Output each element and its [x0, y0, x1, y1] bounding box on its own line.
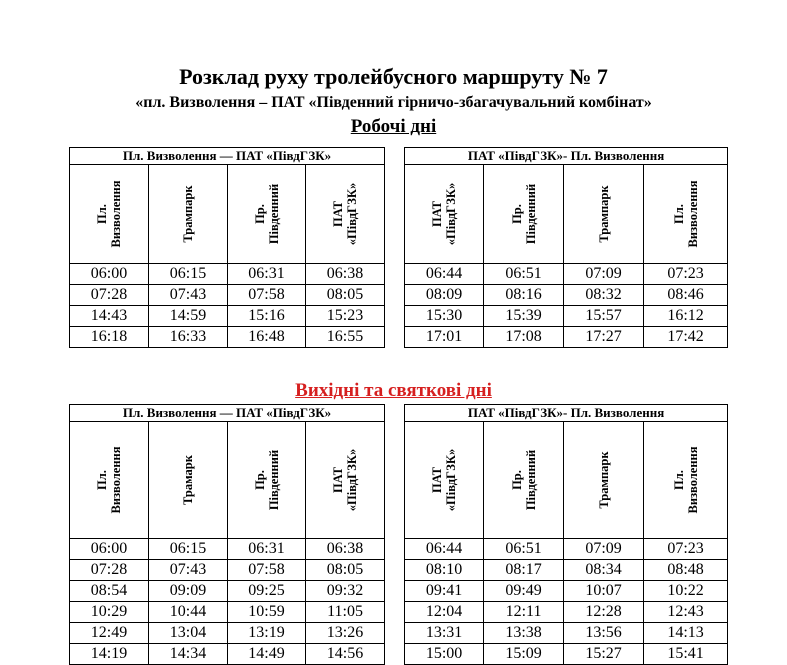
stop-header — [484, 165, 564, 264]
stop-header — [484, 422, 564, 539]
departure-time: 07:58 — [228, 285, 306, 306]
stop-name: Трампарк — [596, 185, 611, 243]
departure-time: 15:09 — [484, 644, 564, 665]
departure-time: 15:23 — [306, 306, 385, 327]
direction-header: Пл. Визволення — ПАТ «ПівдГЗК» — [70, 405, 385, 422]
departure-time: 15:57 — [564, 306, 644, 327]
departure-time: 12:43 — [644, 602, 728, 623]
stop-name: Пр. Південний — [509, 449, 538, 511]
departure-time: 07:58 — [228, 560, 306, 581]
departure-time: 15:16 — [228, 306, 306, 327]
departure-time: 07:43 — [149, 285, 228, 306]
departure-time: 07:23 — [644, 539, 728, 560]
departure-time: 08:46 — [644, 285, 728, 306]
departure-time: 16:55 — [306, 327, 385, 348]
departure-time: 15:00 — [405, 644, 484, 665]
departure-time: 12:49 — [70, 623, 149, 644]
departure-time: 13:56 — [564, 623, 644, 644]
departure-time: 06:15 — [149, 264, 228, 285]
stop-header — [306, 165, 385, 264]
departure-time: 07:28 — [70, 285, 149, 306]
departure-time: 16:33 — [149, 327, 228, 348]
stop-header — [306, 422, 385, 539]
departure-time: 14:34 — [149, 644, 228, 665]
schedule-table-weekdays — [69, 147, 728, 348]
departure-time: 10:44 — [149, 602, 228, 623]
departure-time: 08:54 — [70, 581, 149, 602]
route-subtitle: «пл. Визволення – ПАТ «Південний гірничо-збагачувальний комбінат» — [135, 94, 652, 111]
departure-time: 08:05 — [306, 560, 385, 581]
stop-name: Трампарк — [596, 451, 611, 509]
stop-header — [70, 165, 149, 264]
stop-name: ПАТ «ПівдГЗК» — [331, 448, 360, 512]
stop-name: ПАТ «ПівдГЗК» — [331, 182, 360, 246]
departure-time: 08:05 — [306, 285, 385, 306]
departure-time: 09:41 — [405, 581, 484, 602]
direction-header: ПАТ «ПівдГЗК»- Пл. Визволення — [405, 405, 728, 422]
departure-time: 16:48 — [228, 327, 306, 348]
departure-time: 06:31 — [228, 539, 306, 560]
departure-time: 13:04 — [149, 623, 228, 644]
stop-header — [644, 165, 728, 264]
departure-time: 13:31 — [405, 623, 484, 644]
departure-time: 17:42 — [644, 327, 728, 348]
stop-name: Пл. Визволення — [95, 180, 123, 248]
departure-time: 15:39 — [484, 306, 564, 327]
departure-time: 06:31 — [228, 264, 306, 285]
stop-header — [149, 422, 228, 539]
stop-header — [149, 165, 228, 264]
stop-header — [644, 422, 728, 539]
departure-time: 06:38 — [306, 539, 385, 560]
departure-time: 06:00 — [70, 539, 149, 560]
stop-name: Трампарк — [181, 185, 195, 243]
departure-time: 09:32 — [306, 581, 385, 602]
departure-time: 08:17 — [484, 560, 564, 581]
section-heading-weekends: Вихідні та святкові дні — [295, 380, 492, 401]
departure-time: 12:28 — [564, 602, 644, 623]
stop-name: ПАТ «ПівдГЗК» — [430, 182, 459, 246]
stop-header — [70, 422, 149, 539]
departure-time: 08:48 — [644, 560, 728, 581]
departure-time: 15:41 — [644, 644, 728, 665]
departure-time: 14:13 — [644, 623, 728, 644]
departure-time: 14:43 — [70, 306, 149, 327]
departure-time: 10:59 — [228, 602, 306, 623]
departure-time: 08:32 — [564, 285, 644, 306]
stop-name: ПАТ «ПівдГЗК» — [430, 448, 459, 512]
stop-header — [228, 422, 306, 539]
direction-header: Пл. Визволення — ПАТ «ПівдГЗК» — [70, 148, 385, 165]
departure-time: 10:22 — [644, 581, 728, 602]
departure-time: 14:59 — [149, 306, 228, 327]
departure-time: 07:09 — [564, 539, 644, 560]
stop-name: Пр. Південний — [509, 183, 538, 245]
direction-header-row — [70, 148, 728, 165]
departure-time: 10:07 — [564, 581, 644, 602]
stop-name: Трамарк — [181, 455, 195, 505]
departure-time: 09:09 — [149, 581, 228, 602]
departure-time: 06:51 — [484, 264, 564, 285]
schedule-table-weekends — [69, 404, 728, 665]
departure-time: 08:34 — [564, 560, 644, 581]
departure-time: 16:12 — [644, 306, 728, 327]
departure-time: 13:19 — [228, 623, 306, 644]
departure-time: 06:38 — [306, 264, 385, 285]
departure-time: 06:44 — [405, 539, 484, 560]
departure-time: 07:23 — [644, 264, 728, 285]
departure-time: 06:15 — [149, 539, 228, 560]
departure-time: 17:08 — [484, 327, 564, 348]
departure-time: 11:05 — [306, 602, 385, 623]
stop-name: Пл. Визволення — [671, 446, 700, 514]
departure-time: 15:27 — [564, 644, 644, 665]
departure-time: 12:11 — [484, 602, 564, 623]
departure-time: 07:43 — [149, 560, 228, 581]
departure-time: 09:25 — [228, 581, 306, 602]
departure-time: 08:10 — [405, 560, 484, 581]
column-gap — [385, 405, 405, 665]
stop-name: Пр. Південний — [252, 183, 281, 245]
departure-time: 08:16 — [484, 285, 564, 306]
stop-header — [405, 165, 484, 264]
stop-header — [228, 165, 306, 264]
column-gap — [385, 148, 405, 348]
departure-time: 13:26 — [306, 623, 385, 644]
departure-time: 17:01 — [405, 327, 484, 348]
direction-header-row — [70, 405, 728, 422]
departure-time: 14:19 — [70, 644, 149, 665]
departure-time: 06:00 — [70, 264, 149, 285]
section-heading-weekdays: Робочі дні — [350, 116, 437, 137]
stop-name: Пр. Південний — [252, 449, 281, 511]
stop-header — [405, 422, 484, 539]
departure-time: 12:04 — [405, 602, 484, 623]
departure-time: 07:09 — [564, 264, 644, 285]
departure-time: 13:38 — [484, 623, 564, 644]
direction-header: ПАТ «ПівдГЗК»- Пл. Визволення — [405, 148, 728, 165]
departure-time: 07:28 — [70, 560, 149, 581]
stop-name: Пл. Визволення — [95, 446, 123, 514]
departure-time: 08:09 — [405, 285, 484, 306]
departure-time: 06:51 — [484, 539, 564, 560]
stop-name: Пл. Визволення — [671, 180, 700, 248]
departure-time: 16:18 — [70, 327, 149, 348]
departure-time: 15:30 — [405, 306, 484, 327]
departure-time: 09:49 — [484, 581, 564, 602]
page-title: Розклад руху тролейбусного маршруту № 7 — [179, 64, 608, 89]
departure-time: 14:49 — [228, 644, 306, 665]
departure-time: 17:27 — [564, 327, 644, 348]
departure-time: 14:56 — [306, 644, 385, 665]
stop-header — [564, 422, 644, 539]
departure-time: 10:29 — [70, 602, 149, 623]
departure-time: 06:44 — [405, 264, 484, 285]
stop-header — [564, 165, 644, 264]
